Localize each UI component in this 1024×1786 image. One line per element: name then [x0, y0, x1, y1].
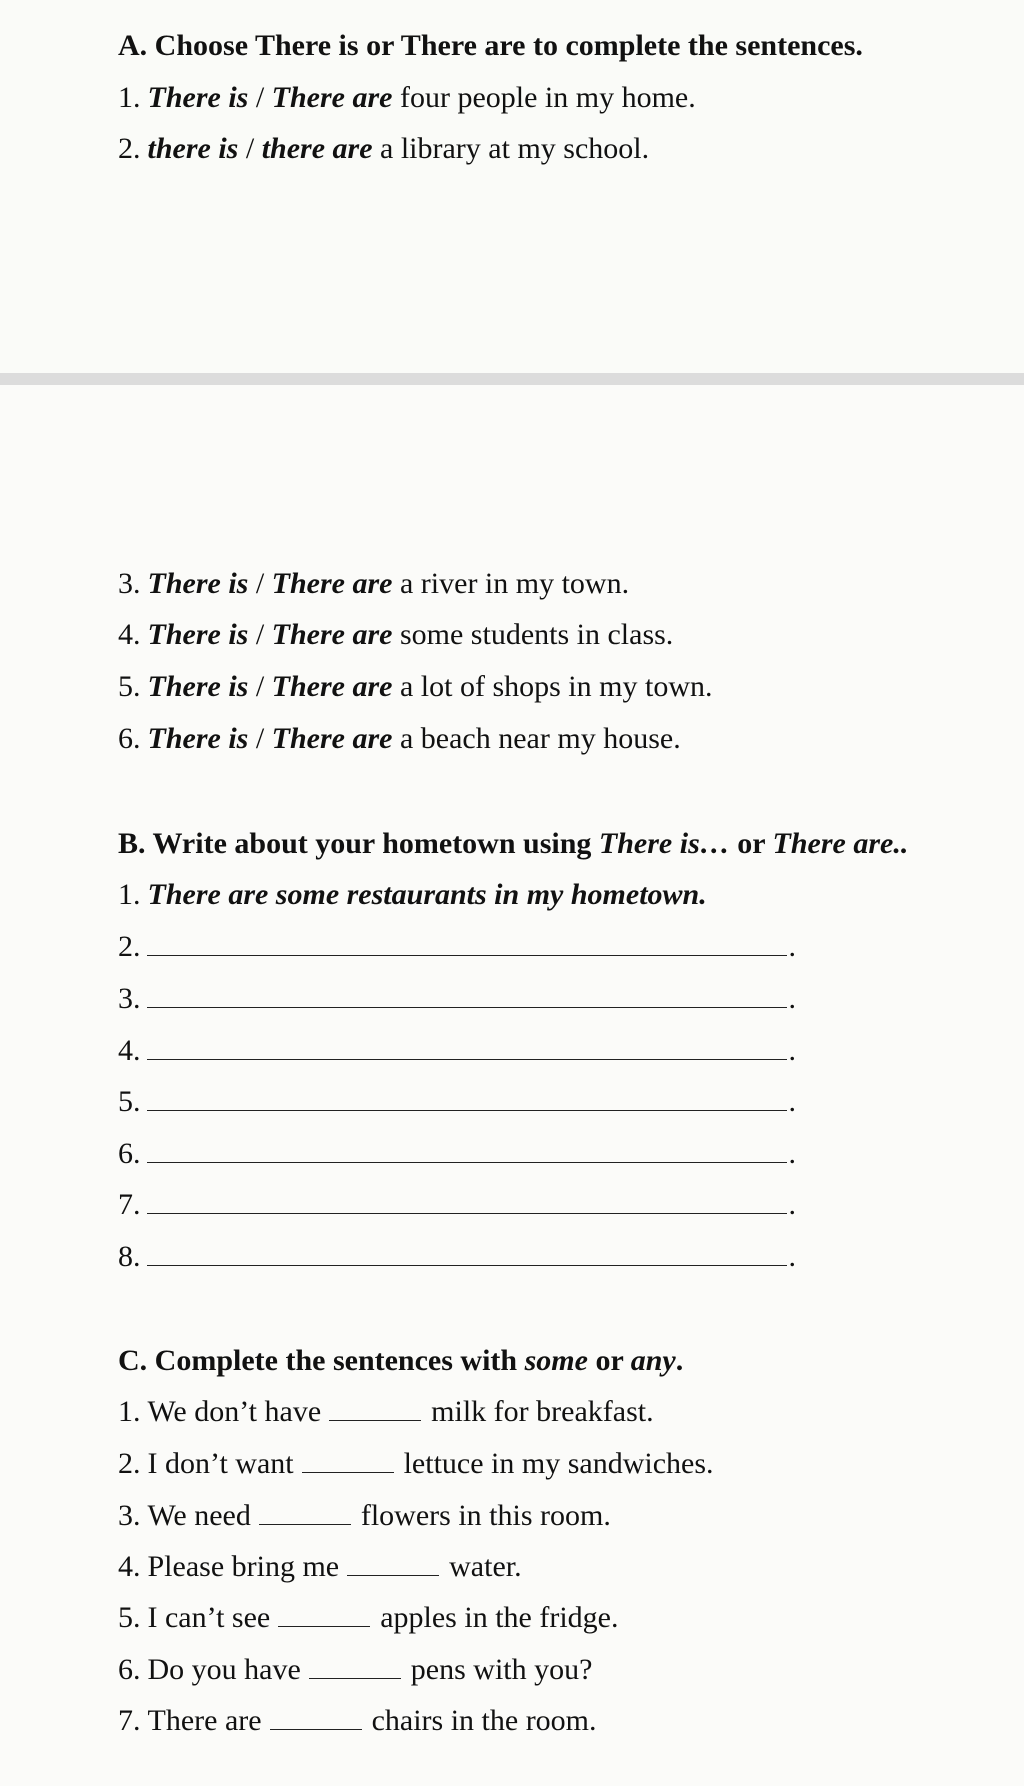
- choice-separator: /: [248, 567, 272, 600]
- section-c-item-1: [118, 1394, 654, 1430]
- section-b-blank-3: [118, 981, 796, 1017]
- sentence-before: I don’t want: [147, 1447, 294, 1480]
- page-divider: [0, 373, 1024, 385]
- sentence-after: chairs in the room.: [371, 1704, 597, 1737]
- item-number: 6.: [118, 722, 141, 755]
- section-b-blank-4: [118, 1033, 796, 1069]
- write-line[interactable]: [147, 1136, 787, 1163]
- choice-separator: /: [248, 81, 272, 114]
- section-b-blank-5: [118, 1084, 796, 1120]
- answer-blank[interactable]: [302, 1446, 394, 1473]
- choice-separator: /: [248, 670, 272, 703]
- item-number: 5.: [118, 1085, 141, 1118]
- answer-blank[interactable]: [347, 1549, 439, 1576]
- answer-blank[interactable]: [278, 1600, 370, 1627]
- section-b-heading: [118, 826, 908, 862]
- item-number: 1.: [118, 878, 141, 911]
- choice-there-are: There are: [271, 670, 393, 703]
- sentence-before: Please bring me: [147, 1550, 340, 1583]
- line-end: .: [788, 1085, 796, 1118]
- choice-separator: /: [248, 722, 272, 755]
- item-number: 7.: [118, 1704, 141, 1737]
- heading-italic-there-is: There is…: [598, 827, 730, 860]
- heading-italic-some: some: [524, 1344, 588, 1377]
- section-c-item-6: [118, 1652, 592, 1688]
- choice-there-are: There are: [271, 722, 393, 755]
- choice-there-is: There is: [147, 567, 249, 600]
- section-c-item-2: [118, 1446, 714, 1482]
- section-a-item-5: [118, 669, 712, 705]
- heading-text: C. Complete the sentences with: [118, 1344, 525, 1377]
- section-b-blank-6: [118, 1136, 796, 1172]
- heading-italic-any: any: [630, 1344, 676, 1377]
- sentence-before: We need: [147, 1499, 251, 1532]
- section-b-blank-2: [118, 929, 796, 965]
- sentence-rest: four people in my home.: [392, 81, 696, 114]
- heading-italic-there-are: There are..: [772, 827, 909, 860]
- sentence-after: pens with you?: [410, 1653, 593, 1686]
- choice-there-is: There is: [147, 670, 249, 703]
- item-number: 6.: [118, 1137, 141, 1170]
- heading-text: or: [729, 827, 773, 860]
- heading-text: B. Write about your hometown using: [118, 827, 599, 860]
- sentence-after: apples in the fridge.: [380, 1601, 619, 1634]
- sentence-after: flowers in this room.: [360, 1499, 611, 1532]
- item-number: 4.: [118, 618, 141, 651]
- choice-there-is: There is: [147, 81, 249, 114]
- sentence-after: lettuce in my sandwiches.: [403, 1447, 714, 1480]
- line-end: .: [788, 1188, 796, 1221]
- example-sentence: There are some restaurants in my hometown.: [147, 878, 707, 911]
- sentence-after: milk for breakfast.: [431, 1395, 654, 1428]
- sentence-rest: a river in my town.: [392, 567, 630, 600]
- choice-separator: /: [238, 132, 262, 165]
- section-a-item-3: [118, 566, 629, 602]
- section-c-item-7: [118, 1703, 597, 1739]
- item-number: 1.: [118, 1395, 141, 1428]
- item-number: 2.: [118, 930, 141, 963]
- write-line[interactable]: [147, 1084, 787, 1111]
- choice-there-is: There is: [147, 618, 249, 651]
- item-number: 6.: [118, 1653, 141, 1686]
- section-b-example: [118, 877, 707, 913]
- line-end: .: [788, 1137, 796, 1170]
- item-number: 2.: [118, 1447, 141, 1480]
- sentence-after: water.: [449, 1550, 522, 1583]
- sentence-before: There are: [147, 1704, 262, 1737]
- write-line[interactable]: [147, 1239, 787, 1266]
- item-number: 2.: [118, 132, 141, 165]
- item-number: 3.: [118, 567, 141, 600]
- choice-there-are: There are: [271, 618, 393, 651]
- heading-text: .: [675, 1344, 684, 1377]
- write-line[interactable]: [147, 981, 787, 1008]
- write-line[interactable]: [147, 1033, 787, 1060]
- section-c-item-3: [118, 1498, 611, 1534]
- sentence-before: Do you have: [147, 1653, 301, 1686]
- line-end: .: [788, 1240, 796, 1273]
- line-end: .: [788, 982, 796, 1015]
- item-number: 1.: [118, 81, 141, 114]
- item-number: 4.: [118, 1550, 141, 1583]
- section-a-item-6: [118, 721, 681, 757]
- section-b-blank-7: [118, 1187, 796, 1223]
- item-number: 3.: [118, 982, 141, 1015]
- answer-blank[interactable]: [309, 1652, 401, 1679]
- item-number: 5.: [118, 670, 141, 703]
- item-number: 5.: [118, 1601, 141, 1634]
- section-b-blank-8: [118, 1239, 796, 1275]
- write-line[interactable]: [147, 1187, 787, 1214]
- item-number: 7.: [118, 1188, 141, 1221]
- section-c-item-5: [118, 1600, 618, 1636]
- sentence-rest: a lot of shops in my town.: [392, 670, 713, 703]
- heading-text: or: [587, 1344, 631, 1377]
- answer-blank[interactable]: [270, 1703, 362, 1730]
- section-c-item-4: [118, 1549, 522, 1585]
- choice-there-are: There are: [271, 81, 393, 114]
- section-a-item-1: [118, 80, 696, 116]
- sentence-rest: a beach near my house.: [392, 722, 681, 755]
- section-a-item-2: [118, 131, 649, 167]
- section-a-heading: A. Choose There is or There are to complete the sentences.: [118, 29, 863, 62]
- choice-there-are: there are: [261, 132, 373, 165]
- write-line[interactable]: [147, 929, 787, 956]
- item-number: 4.: [118, 1034, 141, 1067]
- line-end: .: [788, 1034, 796, 1067]
- sentence-rest: a library at my school.: [372, 132, 650, 165]
- answer-blank[interactable]: [259, 1498, 351, 1525]
- sentence-before: I can’t see: [147, 1601, 271, 1634]
- sentence-rest: some students in class.: [392, 618, 674, 651]
- choice-separator: /: [248, 618, 272, 651]
- item-number: 3.: [118, 1499, 141, 1532]
- choice-there-are: There are: [271, 567, 393, 600]
- line-end: .: [788, 930, 796, 963]
- answer-blank[interactable]: [329, 1394, 421, 1421]
- item-number: 8.: [118, 1240, 141, 1273]
- section-a-item-4: [118, 617, 673, 653]
- choice-there-is: There is: [147, 722, 249, 755]
- section-c-heading: [118, 1343, 683, 1379]
- sentence-before: We don’t have: [147, 1395, 322, 1428]
- choice-there-is: there is: [147, 132, 239, 165]
